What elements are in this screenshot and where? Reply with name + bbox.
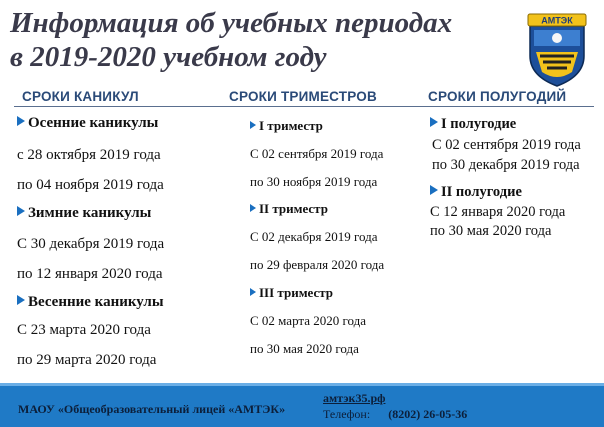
arrow-icon [17,295,25,305]
footer-org-name: МАОУ «Общеобразовательный лицей «АМТЭК» [18,402,286,416]
holiday-winter-from: С 30 декабря 2019 года [17,236,165,252]
footer-phone [323,407,467,422]
footer-phone-label: Телефон: [323,407,371,421]
page-title-line2: в 2019-2020 учебном году [10,41,327,73]
semester-2-title: II полугодие [430,184,522,201]
trimester-1-from: С 02 сентября 2019 года [250,146,384,161]
holiday-spring-to: по 29 марта 2020 года [17,352,157,368]
trimester-2-to: по 29 февраля 2020 года [250,257,385,272]
holiday-autumn-from: с 28 октября 2019 года [17,147,161,163]
arrow-icon [250,121,256,129]
svg-text:АМТЭК: АМТЭК [541,15,573,26]
school-emblem-logo [524,12,590,88]
trimester-1-to: по 30 ноября 2019 года [250,174,378,189]
holidays-heading: СРОКИ КАНИКУЛ [22,89,139,104]
holiday-autumn-title: Осенние каникулы [17,115,158,132]
trimester-3-title: III триместр [250,285,333,301]
arrow-icon [17,206,25,216]
arrow-icon [250,288,256,296]
arrow-icon [430,117,438,127]
holiday-winter-title: Зимние каникулы [17,205,151,222]
page-title-line1: Информация об учебных периодах [10,7,453,39]
heading-divider [14,106,594,107]
arrow-icon [250,204,256,212]
semester-1-title: I полугодие [430,116,516,133]
trimester-1-title: I триместр [250,118,323,134]
holiday-spring-title: Весенние каникулы [17,294,164,311]
holiday-winter-to: по 12 января 2020 года [17,266,163,282]
footer-site-link[interactable]: амтэк35.рф [323,391,386,405]
page-title [10,6,510,74]
trimester-3-from: С 02 марта 2020 года [250,313,367,328]
semester-2-to: по 30 мая 2020 года [430,223,552,239]
trimester-2-title: II триместр [250,201,328,217]
holiday-spring-from: С 23 марта 2020 года [17,322,151,338]
semesters-heading: СРОКИ ПОЛУГОДИЙ [428,89,567,104]
semester-1-to: по 30 декабря 2019 года [432,157,580,173]
trimester-2-from: С 02 декабря 2019 года [250,229,378,244]
semester-1-from: С 02 сентября 2019 года [432,137,581,153]
semester-2-from: С 12 января 2020 года [430,204,566,220]
arrow-icon [430,185,438,195]
trimester-3-to: по 30 мая 2020 года [250,341,359,356]
footer-phone-number: (8202) 26-05-36 [388,407,468,421]
trimesters-heading: СРОКИ ТРИМЕСТРОВ [229,89,377,104]
arrow-icon [17,116,25,126]
holiday-autumn-to: по 04 ноября 2019 года [17,177,164,193]
